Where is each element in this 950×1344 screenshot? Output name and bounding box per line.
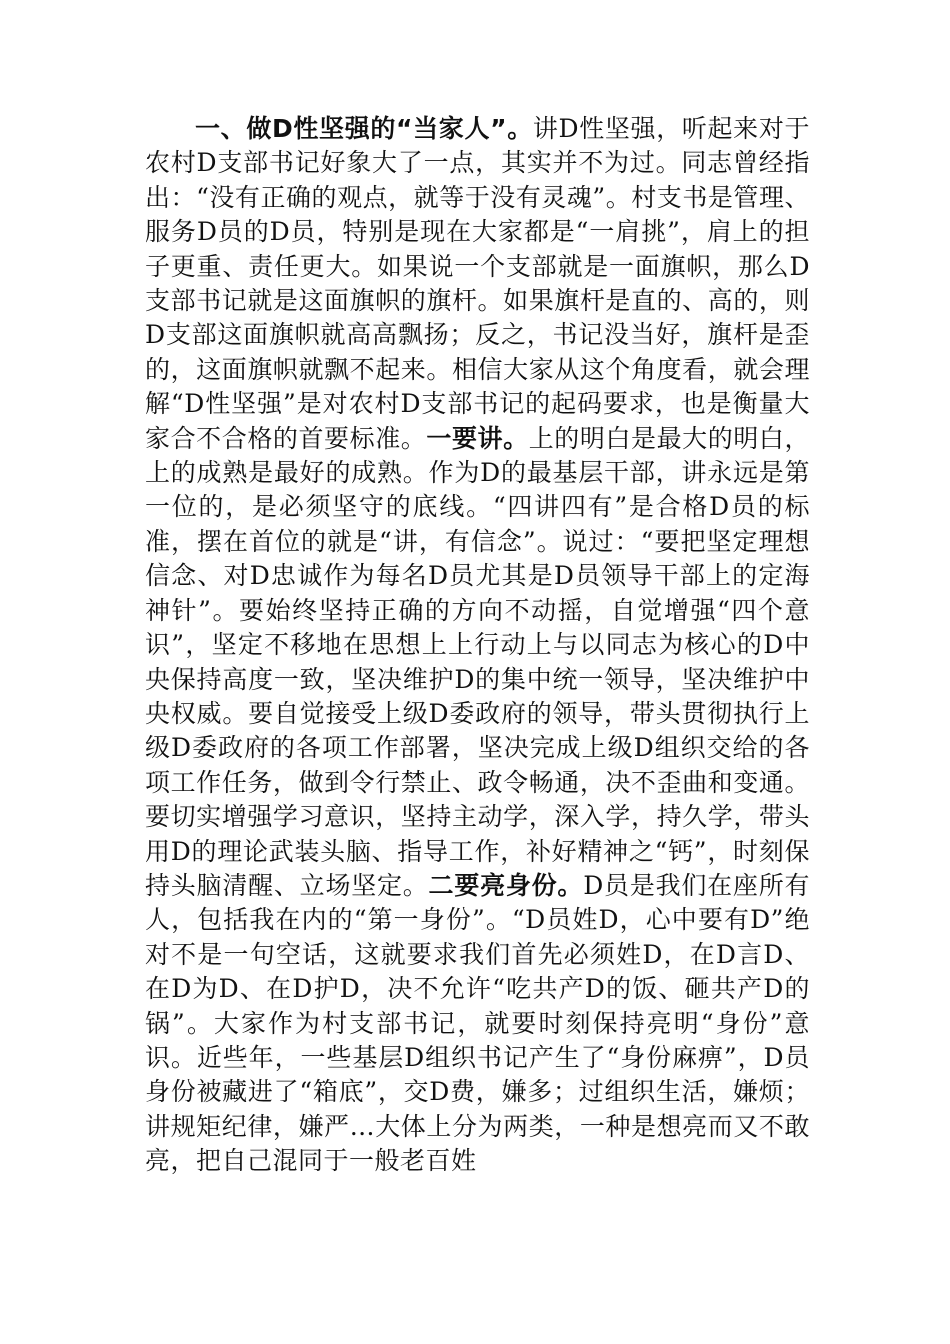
- point-one-text: 上的明白是最大的明白，上的成熟是最好的成熟。作为D的最基层干部，讲永远是第一位的，是必须坚守的底线。“四讲四有”是合格D员的标准，摆在首位的就是“讲，有信念”。说过：“要把坚定理想信念、对D忠诚作为每名D员尤其是D员领导干部上的定海神针”。要始终坚持正确的方向不动摇，自觉增强“四个意识”，坚定不移地在思想上上行动上与以同志为核心的D中央保持高度一致，坚决维护D的集中统一领导，坚决维护中央权威。要自觉接受上级D委政府的领导，带头贯彻执行上级D委政府的各项工作部署，坚决完成上级D组织交给的各项工作任务，做到令行禁止、政令畅通，决不歪曲和变通。要切实增强学习意识，坚持主动学，深入学，持久学，带头用D的理论武装头脑、指导工作，补好精神之“钙”，时刻保持头脑清醒、立场坚定。: [145, 423, 810, 900]
- point-two-title: 二要亮身份。: [428, 870, 584, 900]
- point-two-text: D员是我们在座所有人，包括我在内的“第一身份”。“D员姓D，心中要有D”绝对不是一句空话，这就要求我们首先必须姓D，在D言D、在D为D、在D护D，决不允许“吃共产D的饭、砸共产D的锅”。大家作为村支部书记，就要时刻保持亮明“身份”意识。近些年，一些基层D组织书记产生了“身份麻痹”，D员身份被藏进了“箱底”，交D费，嫌多；过组织生活，嫌烦；讲规矩纪律，嫌严…大体上分为两类，一种是想亮而又不敢亮，把自己混同于一般老百姓: [145, 870, 810, 1176]
- body-paragraph: [145, 112, 810, 1179]
- intro-text: 讲D性坚强，听起来对于农村D支部书记好象大了一点，其实并不为过。同志曾经指出：“没有正确的观点，就等于没有灵魂”。村支书是管理、服务D员的D员，特别是现在大家都是“一肩挑”，肩上的担子更重、责任更大。如果说一个支部就是一面旗帜，那么D支部书记就是这面旗帜的旗杆。如果旗杆是直的、高的，则D支部这面旗帜就高高飘扬；反之，书记没当好，旗杆是歪的，这面旗帜就飘不起来。相信大家从这个角度看，就会理解“D性坚强”是对农村D支部书记的起码要求，也是衡量大家合不合格的首要标准。: [145, 114, 810, 453]
- section-heading: 一、做D性坚强的“当家人”。: [195, 114, 533, 143]
- point-one-title: 一要讲。: [426, 423, 529, 453]
